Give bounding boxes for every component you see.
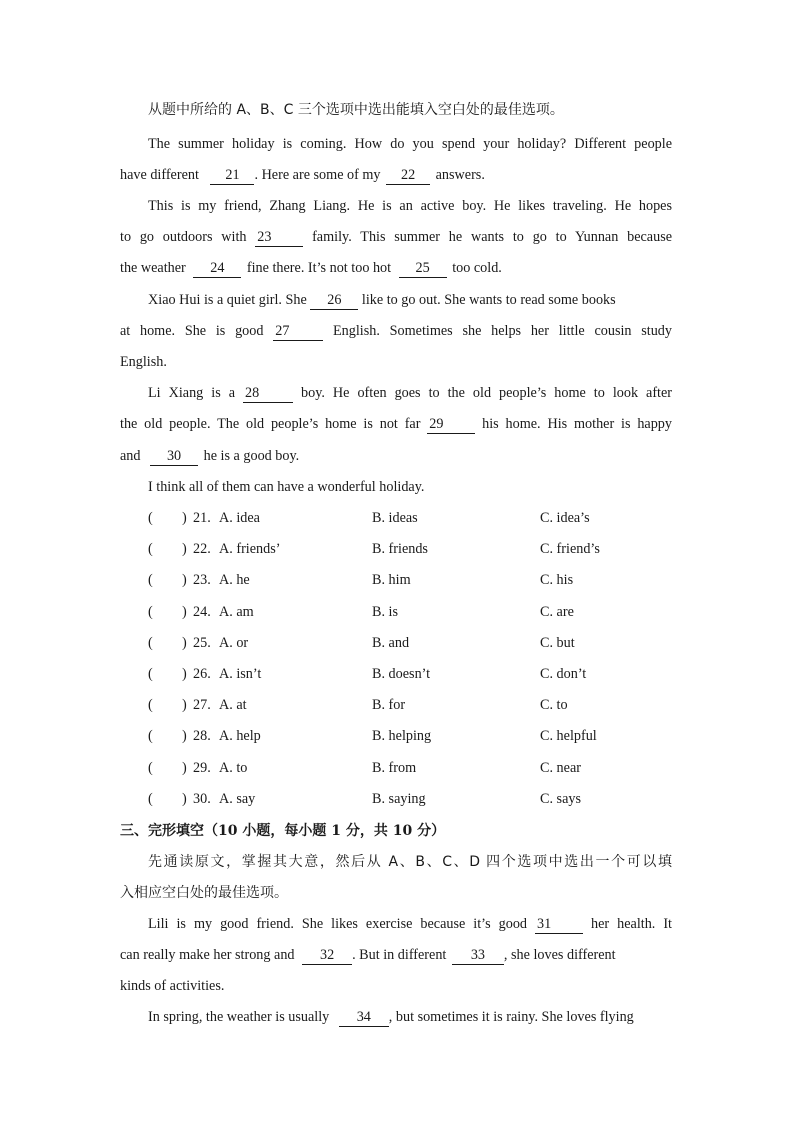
option-a: A. to xyxy=(219,760,248,776)
passage-text: her health. It xyxy=(591,916,673,932)
answer-paren-open: ( xyxy=(148,572,153,588)
passage-text: English. Sometimes she helps her little cousin study xyxy=(332,323,672,339)
passage-line xyxy=(120,945,672,965)
blank-27: 27 xyxy=(273,323,323,341)
blank-32: 32 xyxy=(302,947,352,965)
passage-text: can really make her strong and xyxy=(120,947,295,963)
option-b: B. helping xyxy=(372,728,432,744)
answer-paren-close: ) xyxy=(182,572,187,588)
option-a: A. isn’t xyxy=(219,666,262,682)
option-b: B. saying xyxy=(372,791,426,807)
passage-text: family. This summer he wants to go to Yunnan because xyxy=(312,229,673,245)
answer-paren-open: ( xyxy=(148,635,153,651)
question-number: 27. xyxy=(193,697,211,713)
passage-text: he is a good boy. xyxy=(203,448,300,464)
passage-line: This is my friend, Zhang Liang. He is an active boy. He likes traveling. He hopes xyxy=(148,198,672,214)
option-c: C. idea’s xyxy=(540,510,590,526)
option-a: A. say xyxy=(219,791,256,807)
option-b: B. is xyxy=(372,604,399,620)
option-a: A. friends’ xyxy=(219,541,281,557)
option-a: A. help xyxy=(219,728,261,744)
passage-text: Xiao Hui is a quiet girl. She xyxy=(148,292,307,308)
blank-34: 34 xyxy=(339,1009,389,1027)
question-number: 28. xyxy=(193,728,211,744)
passage-line: I think all of them can have a wonderful holiday. xyxy=(148,479,425,495)
question-number: 22. xyxy=(193,541,211,557)
option-c: C. are xyxy=(540,604,574,620)
option-a: A. at xyxy=(219,697,247,713)
option-c: C. friend’s xyxy=(540,541,600,557)
option-b: B. him xyxy=(372,572,411,588)
answer-paren-open: ( xyxy=(148,666,153,682)
answer-paren-close: ) xyxy=(182,541,187,557)
passage-line xyxy=(120,165,672,185)
blank-23: 23 xyxy=(255,229,303,247)
question-number: 21. xyxy=(193,510,211,526)
passage-text: at home. She is good xyxy=(120,323,264,339)
passage-line xyxy=(148,383,672,403)
option-c: C. to xyxy=(540,697,568,713)
passage-line xyxy=(120,414,672,434)
passage-text: , she loves different xyxy=(503,947,616,963)
passage-text: like to go out. She wants to read some books xyxy=(361,292,616,308)
section-instruction: 从题中所给的 A、B、C 三个选项中选出能填入空白处的最佳选项。 xyxy=(148,102,564,118)
section-instruction: 先通读原文，掌握其大意，然后从 A、B、C、D 四个选项中选出一个可以填 xyxy=(148,854,672,870)
answer-paren-close: ) xyxy=(182,510,187,526)
blank-22: 22 xyxy=(386,167,430,185)
passage-line xyxy=(148,290,672,310)
option-a: A. am xyxy=(219,604,254,620)
passage-text: . But in different xyxy=(352,947,447,963)
passage-text: answers. xyxy=(435,167,485,183)
option-c: C. helpful xyxy=(540,728,597,744)
option-b: B. for xyxy=(372,697,406,713)
passage-text: Lili is my good friend. She likes exercise because it’s good xyxy=(148,916,528,932)
passage-text: . Here are some of my xyxy=(254,167,381,183)
blank-30: 30 xyxy=(150,448,198,466)
option-c: C. his xyxy=(540,572,574,588)
option-b: B. ideas xyxy=(372,510,418,526)
answer-paren-close: ) xyxy=(182,760,187,776)
option-b: B. friends xyxy=(372,541,428,557)
answer-paren-open: ( xyxy=(148,510,153,526)
option-b: B. and xyxy=(372,635,410,651)
answer-paren-open: ( xyxy=(148,760,153,776)
option-c: C. but xyxy=(540,635,575,651)
passage-text: to go outdoors with xyxy=(120,229,247,245)
passage-text: In spring, the weather is usually xyxy=(148,1009,330,1025)
passage-text: boy. He often goes to the old people’s home to look after xyxy=(301,385,673,401)
option-c: C. says xyxy=(540,791,581,807)
blank-28: 28 xyxy=(243,385,293,403)
passage-line: The summer holiday is coming. How do you spend your holiday? Different people xyxy=(148,136,672,152)
blank-26: 26 xyxy=(310,292,358,310)
blank-33: 33 xyxy=(452,947,504,965)
passage-text: have different xyxy=(120,167,199,183)
answer-paren-close: ) xyxy=(182,635,187,651)
answer-paren-close: ) xyxy=(182,604,187,620)
question-number: 30. xyxy=(193,791,211,807)
question-number: 25. xyxy=(193,635,211,651)
passage-line: kinds of activities. xyxy=(120,978,225,994)
section-heading: 三、完形填空（10 小题，每小题 1 分，共 10 分） xyxy=(120,823,446,839)
option-a: A. idea xyxy=(219,510,260,526)
blank-21: 21 xyxy=(210,167,254,185)
passage-line: English. xyxy=(120,354,167,370)
question-number: 26. xyxy=(193,666,211,682)
answer-paren-close: ) xyxy=(182,697,187,713)
section-instruction: 入相应空白处的最佳选项。 xyxy=(120,885,288,901)
passage-line xyxy=(120,321,672,341)
option-a: A. or xyxy=(219,635,249,651)
passage-text: his home. His mother is happy xyxy=(482,416,672,432)
answer-paren-open: ( xyxy=(148,728,153,744)
passage-line xyxy=(120,258,672,278)
option-c: C. don’t xyxy=(540,666,587,682)
passage-text: , but sometimes it is rainy. She loves flying xyxy=(388,1009,634,1025)
answer-paren-open: ( xyxy=(148,697,153,713)
question-number: 24. xyxy=(193,604,211,620)
option-b: B. from xyxy=(372,760,417,776)
answer-paren-close: ) xyxy=(182,791,187,807)
answer-paren-close: ) xyxy=(182,728,187,744)
question-number: 29. xyxy=(193,760,211,776)
blank-29: 29 xyxy=(427,416,475,434)
blank-31: 31 xyxy=(535,916,583,934)
answer-paren-close: ) xyxy=(182,666,187,682)
passage-line xyxy=(120,227,672,247)
option-c: C. near xyxy=(540,760,581,776)
blank-25: 25 xyxy=(399,260,447,278)
answer-paren-open: ( xyxy=(148,541,153,557)
passage-text: and xyxy=(120,448,141,464)
passage-text: fine there. It’s not too hot xyxy=(246,260,392,276)
passage-text: Li Xiang is a xyxy=(148,385,236,401)
passage-line xyxy=(120,446,672,466)
passage-text: the old people. The old people’s home is not far xyxy=(120,416,421,432)
passage-text: the weather xyxy=(120,260,186,276)
answer-paren-open: ( xyxy=(148,791,153,807)
passage-text: too cold. xyxy=(452,260,502,276)
question-number: 23. xyxy=(193,572,211,588)
answer-paren-open: ( xyxy=(148,604,153,620)
passage-line xyxy=(148,1007,672,1027)
passage-line xyxy=(148,914,672,934)
option-a: A. he xyxy=(219,572,250,588)
option-b: B. doesn’t xyxy=(372,666,431,682)
blank-24: 24 xyxy=(193,260,241,278)
